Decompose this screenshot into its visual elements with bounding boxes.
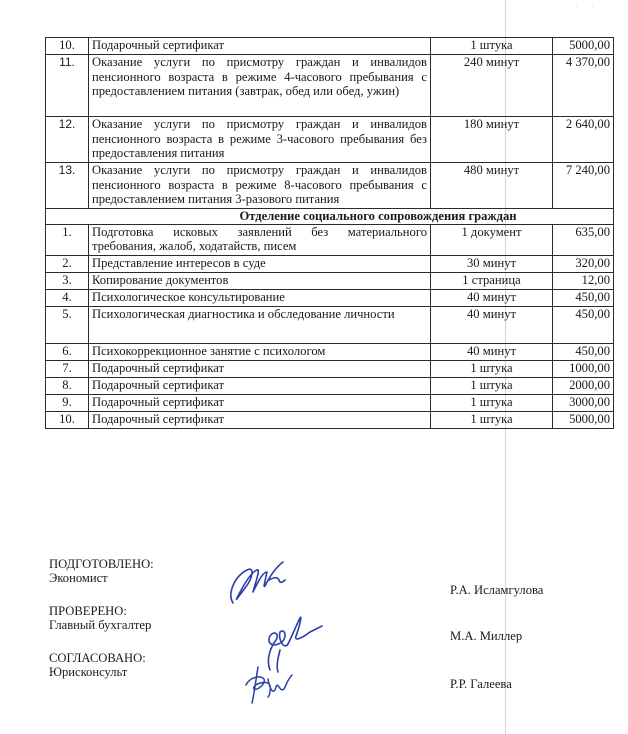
table-row [46,224,614,255]
service-unit: 180 минут [431,117,553,163]
service-name: Подготовка исковых заявлений без материального требования, жалоб, ходатайств, писем [89,224,431,255]
signatory-name: Р.А. Исламгулова [450,583,544,597]
service-price: 635,00 [553,224,614,255]
section-header-row [46,209,614,225]
handwritten-signature-icon [225,558,295,608]
service-name: Подарочный сертификат [89,394,431,411]
row-number: 8. [46,377,89,394]
table-row [46,289,614,306]
service-name: Копирование документов [89,272,431,289]
table-row [46,163,614,209]
approval-role: Юрисконсульт [49,665,128,679]
service-price: 5000,00 [553,38,614,55]
signatory-name: Р.Р. Галеева [450,677,512,691]
service-unit: 1 документ [431,224,553,255]
service-unit: 30 минут [431,255,553,272]
approval-title: СОГЛАСОВАНО: [49,651,146,665]
row-number: 6. [46,343,89,360]
row-number: 13. [46,163,89,209]
service-name: Психокоррекционное занятие с психологом [89,343,431,360]
row-number: 10. [46,411,89,428]
service-price: 450,00 [553,306,614,343]
service-unit: 40 минут [431,289,553,306]
service-name: Оказание услуги по присмотру граждан и инвалидов пенсионного возраста в режиме 4-часового пребывания с предоставлением питания (завтрак, обед или обед, ужин) [89,55,431,117]
row-number: 11. [46,55,89,117]
approval-role: Экономист [49,571,108,585]
service-price: 3000,00 [553,394,614,411]
table-row [46,255,614,272]
approval-title: ПОДГОТОВЛЕНО: [49,557,154,571]
row-number: 1. [46,224,89,255]
service-unit: 1 штука [431,38,553,55]
table-row [46,360,614,377]
table-row [46,343,614,360]
signature-block-prepared [49,557,154,585]
service-name: Оказание услуги по присмотру граждан и инвалидов пенсионного возраста в режиме 8-часового пребывания с предоставлением питания 3-разового питания [89,163,431,209]
service-price: 12,00 [553,272,614,289]
signature-block-checked [49,604,151,632]
row-number: 3. [46,272,89,289]
row-number: 7. [46,360,89,377]
table-row [46,306,614,343]
service-price: 320,00 [553,255,614,272]
table-row [46,55,614,117]
table-row [46,377,614,394]
row-number: 12. [46,117,89,163]
service-price: 450,00 [553,343,614,360]
row-number: 2. [46,255,89,272]
row-number: 9. [46,394,89,411]
table-row [46,272,614,289]
service-name: Подарочный сертификат [89,38,431,55]
service-price: 2000,00 [553,377,614,394]
scan-artifact-marks: · · [575,2,601,11]
signatory-name: М.А. Миллер [450,629,523,643]
price-table [45,37,614,429]
service-unit: 240 минут [431,55,553,117]
service-price: 4 370,00 [553,55,614,117]
table-row [46,411,614,428]
service-unit: 1 штука [431,360,553,377]
service-unit: 1 штука [431,377,553,394]
service-name: Подарочный сертификат [89,360,431,377]
service-name: Психологическое консультирование [89,289,431,306]
service-name: Подарочный сертификат [89,411,431,428]
service-name: Психологическая диагностика и обследование личности [89,306,431,343]
service-name: Подарочный сертификат [89,377,431,394]
service-unit: 40 минут [431,306,553,343]
service-unit: 1 штука [431,411,553,428]
service-unit: 1 штука [431,394,553,411]
service-price: 5000,00 [553,411,614,428]
table-row [46,38,614,55]
service-unit: 40 минут [431,343,553,360]
approval-title: ПРОВЕРЕНО: [49,604,127,618]
service-unit: 1 страница [431,272,553,289]
row-number: 5. [46,306,89,343]
table-row [46,117,614,163]
service-name: Оказание услуги по присмотру граждан и инвалидов пенсионного возраста в режиме 3-часового пребывания без предоставления питания [89,117,431,163]
service-name: Представление интересов в суде [89,255,431,272]
service-price: 7 240,00 [553,163,614,209]
service-price: 450,00 [553,289,614,306]
service-price: 1000,00 [553,360,614,377]
section-header: Отделение социального сопровождения граждан [46,209,614,225]
service-price: 2 640,00 [553,117,614,163]
handwritten-signature-icon [240,665,300,705]
signature-block-agreed [49,651,146,679]
service-unit: 480 минут [431,163,553,209]
row-number: 10. [46,38,89,55]
table-row [46,394,614,411]
row-number: 4. [46,289,89,306]
approval-role: Главный бухгалтер [49,618,152,632]
